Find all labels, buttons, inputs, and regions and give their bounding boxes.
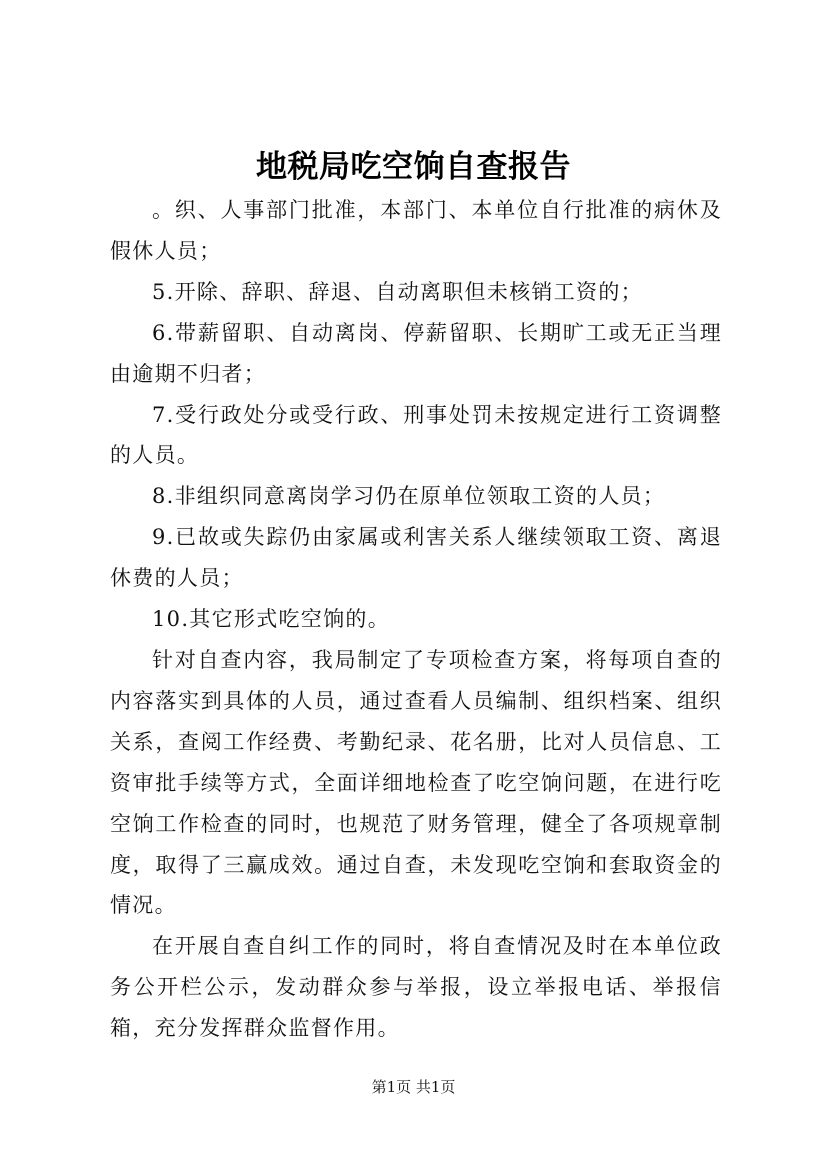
paragraph: 9.已故或失踪仍由家属或利害关系人继续领取工资、离退休费的人员； — [110, 525, 722, 591]
page-footer: 第1页 共1页 — [371, 1078, 456, 1096]
paragraph: 针对自查内容，我局制定了专项检查方案，将每项自查的内容落实到具体的人员，通过查看人员编制、组织档案、组织关系，查阅工作经费、考勤纪录、花名册，比对人员信息、工资审批手续等方式，全面详细地检查了吃空饷问题，在进行吃空饷工作检查的同时，也规范了财务管理，健全了各项规章制度，取得了三赢成效。通过自查，未发现吃空饷和套取资金的情况。 — [110, 647, 722, 918]
paragraph: 8.非组织同意离岗学习仍在原单位领取工资的人员； — [152, 484, 666, 509]
document-title: 地税局吃空饷自查报告 — [256, 149, 571, 185]
paragraph: 7.受行政处分或受行政、刑事处罚未按规定进行工资调整的人员。 — [110, 402, 722, 468]
paragraph: 5.开除、辞职、辞退、自动离职但未核销工资的； — [152, 279, 643, 304]
paragraph: 。织、人事部门批准，本部门、本单位自行批准的病休及假休人员； — [110, 198, 722, 263]
document-body — [110, 190, 722, 1049]
paragraph: 10.其它形式吃空饷的。 — [152, 607, 390, 632]
paragraph: 6.带薪留职、自动离岗、停薪留职、长期旷工或无正当理由逾期不归者； — [110, 320, 722, 386]
paragraph: 在开展自查自纠工作的同时，将自查情况及时在本单位政务公开栏公示，发动群众参与举报，设立举报电话、举报信箱，充分发挥群众监督作用。 — [110, 934, 722, 1041]
